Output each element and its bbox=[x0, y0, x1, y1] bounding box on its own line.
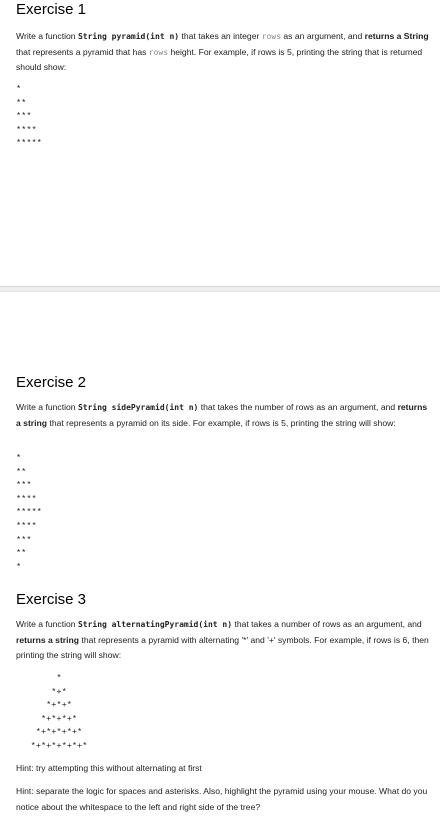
exercise-3-title: Exercise 3 bbox=[16, 591, 87, 608]
hint-2: Hint: separate the logic for spaces and asterisks. Also, highlight the pyramid using your mouse. What do you notice about the whitespace to the left and right side of the tree? bbox=[16, 786, 428, 812]
exercise-1-description: Write a function String pyramid(int n) that takes an integer rows as an argument, and returns a String that represents a pyramid that has rows height. For example, if rows is 5, printing the string that is returned should show: bbox=[16, 31, 429, 72]
exercise-1-title: Exercise 1 bbox=[16, 1, 87, 18]
pyramid-row: **** bbox=[16, 520, 37, 531]
pyramid-row: *+* bbox=[51, 686, 67, 697]
pyramid-output-3 bbox=[16, 672, 102, 754]
pyramid-row: *+*+*+* bbox=[40, 713, 78, 724]
pyramid-row: *+*+*+*+*+* bbox=[30, 740, 88, 751]
pyramid-row: *** bbox=[16, 480, 32, 491]
inline-code-rows: rows bbox=[148, 47, 169, 57]
pyramid-row: *** bbox=[16, 534, 32, 545]
pyramid-row: *+*+* bbox=[46, 700, 72, 711]
emphasis-returns: returns a string bbox=[16, 634, 80, 645]
pyramid-output-1 bbox=[16, 83, 42, 151]
exercise-3-description: Write a function String alternatingPyramid(int n) that takes a number of rows as an argument, and returns a string that represents a pyramid with alternating '*' and '+' symbols. For example, if rows is 6, then printing the string will show: bbox=[16, 619, 429, 660]
pyramid-output-2 bbox=[16, 452, 42, 574]
pyramid-row: ** bbox=[16, 548, 27, 559]
exercise-2-description: Write a function String sidePyramid(int n) that takes the number of rows as an argument, and returns a string that represents a pyramid on its side. For example, if rows is 5, printing the string will show: bbox=[16, 402, 428, 428]
function-signature-code: String sidePyramid(int n) bbox=[77, 403, 199, 412]
pyramid-row: *** bbox=[16, 111, 32, 122]
pyramid-row: ***** bbox=[16, 507, 42, 518]
emphasis-returns: returns a String bbox=[364, 31, 429, 41]
pyramid-row: ** bbox=[16, 97, 27, 108]
pyramid-row: **** bbox=[16, 493, 37, 504]
hint-1: Hint: try attempting this without alternating at first bbox=[16, 763, 202, 773]
document-page-1 bbox=[0, 0, 440, 286]
pyramid-row: ** bbox=[16, 466, 27, 477]
pyramid-row: ***** bbox=[16, 138, 42, 149]
pyramid-row: * bbox=[56, 673, 62, 683]
document-page-2 bbox=[0, 292, 440, 832]
function-signature-code: String pyramid(int n) bbox=[77, 32, 180, 41]
function-signature-code: String alternatingPyramid(int n) bbox=[77, 620, 233, 629]
pyramid-row: **** bbox=[16, 124, 37, 135]
emphasis-returns: returns a string bbox=[16, 402, 428, 428]
exercise-2-title: Exercise 2 bbox=[16, 374, 87, 391]
inline-code-rows: rows bbox=[261, 32, 282, 41]
pyramid-row: *+*+*+*+* bbox=[35, 727, 83, 738]
pyramid-row: * bbox=[16, 561, 22, 572]
pyramid-row: * bbox=[16, 453, 22, 463]
pyramid-row: * bbox=[16, 84, 22, 94]
